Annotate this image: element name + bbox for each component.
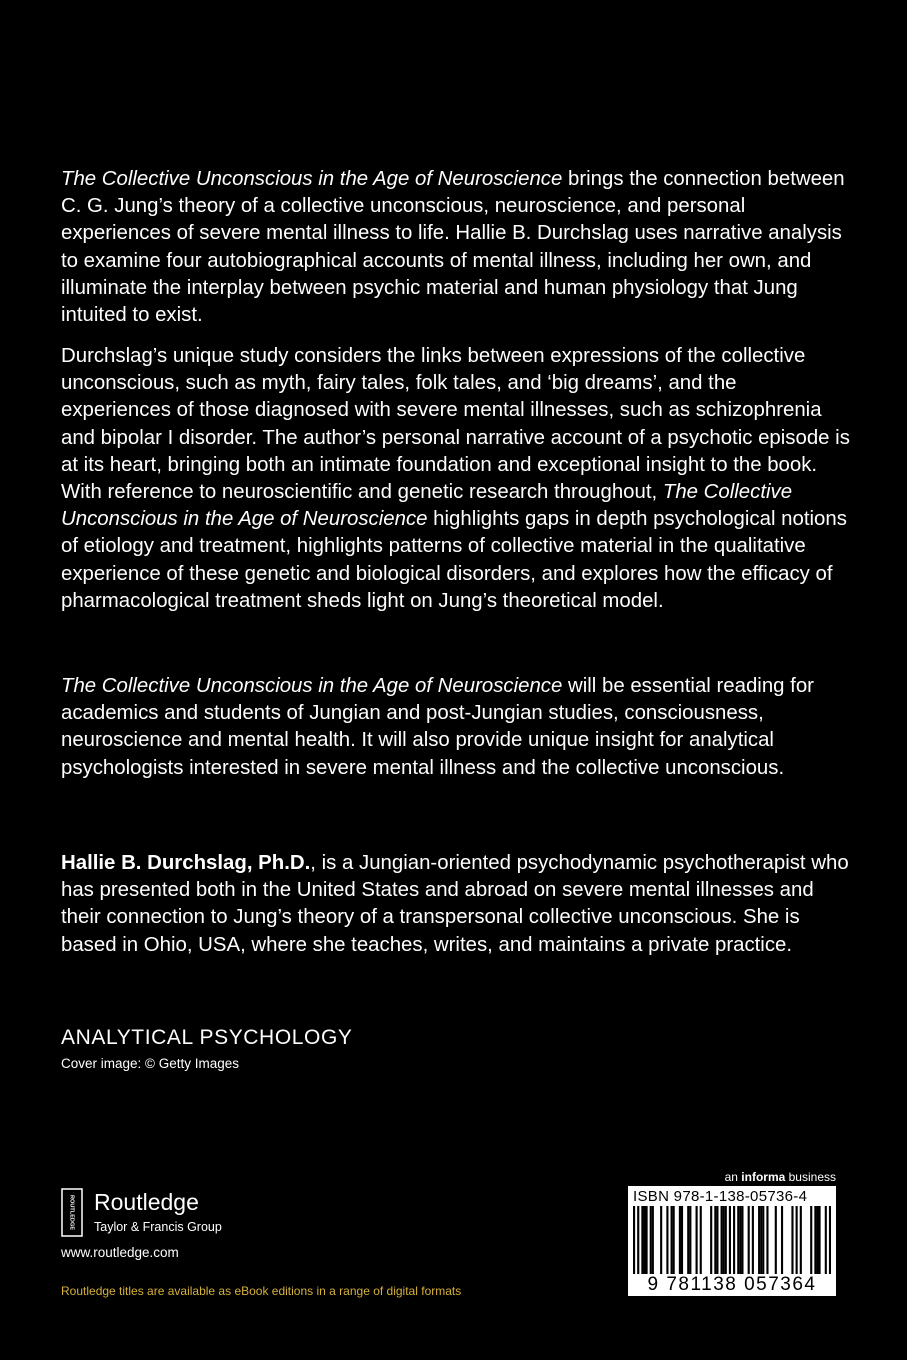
barcode-bar [758,1206,760,1274]
book-title-italic: The Collective Unconscious in the Age of Neuroscience [61,481,793,531]
paragraph-text: Durchslag’s unique study considers the links between expressions of the collective unconscious, such as myth, fairy tales, folk tales, and ‘big dreams’, and the experiences of those diagnosed with severe mental illnesses, such as schizophrenia and bipolar I disorder. The author’s personal narrative account of a psychotic episode is at its heart, bringing both an intimate foundation and exceptional insight to the book. With reference to neuroscientific and genetic research throughout, [61,345,850,504]
barcode-bar [716,1206,718,1274]
barcode-bar [791,1206,793,1274]
barcode-bar [681,1206,683,1274]
description-paragraph-2 [61,343,851,615]
barcode-bar [689,1206,691,1274]
barcode-bar [752,1206,754,1274]
barcode-bar [641,1206,643,1274]
routledge-logo-icon [61,1188,83,1237]
barcode-bar [633,1206,635,1274]
barcode-bar [816,1206,818,1274]
paragraph-text: highlights gaps in depth psychological notions of etiology and treatment, highlights patterns of collective material in the qualitative experience of these genetic and biological disorders, and explores how the efficacy of pharmacological treatment sheds light on Jung’s theoretical model. [61,508,847,612]
barcode-bar [781,1206,783,1274]
barcode-bar [700,1206,702,1274]
barcode-bar [643,1206,645,1274]
barcode-bar [800,1206,802,1274]
book-title-italic: The Collective Unconscious in the Age of Neuroscience [61,675,563,697]
barcode-bar [741,1206,743,1274]
publisher-group: Taylor & Francis Group [94,1220,222,1234]
barcode-bar [721,1206,723,1274]
barcode-bar [671,1206,673,1274]
barcode-bar [796,1206,798,1274]
barcode-bar [733,1206,735,1274]
logo-text: ROUTLEDGE [68,1194,75,1231]
publisher-website: www.routledge.com [61,1245,179,1260]
publisher-name: Routledge [94,1189,199,1215]
barcode-digits: 9 781138 057364 [647,1274,817,1295]
barcode-bar [679,1206,681,1274]
author-bio-text: , is a Jungian-oriented psychodynamic psychotherapist who has presented both in the United States and abroad on severe mental illnesses and their connection to Jung’s theory of a transpersonal collective unconscious. She is based in Ohio, USA, where she teaches, writes, and maintains a private practice. [61,852,849,956]
description-paragraph-3 [61,673,851,782]
barcode-bar [725,1206,727,1274]
barcode-bar [829,1206,831,1274]
barcode-bar [760,1206,762,1274]
barcode-bar [766,1206,768,1274]
barcode-bar [646,1206,648,1274]
barcode-bar [673,1206,675,1274]
author-name: Hallie B. Durchslag, Ph.D. [61,852,311,874]
ebook-note: Routledge titles are available as eBook editions in a range of digital formats [61,1284,462,1298]
barcode-bar [650,1206,652,1274]
barcode-bar [818,1206,820,1274]
barcode-bar [710,1206,712,1274]
cover-credit: Cover image: © Getty Images [61,1056,240,1071]
barcode-bar [652,1206,654,1274]
description-paragraph-1 [61,166,851,329]
barcode-bar [714,1206,716,1274]
informa-business-label: an informa business [724,1170,836,1184]
paragraph-text: brings the connection between C. G. Jung’s theory of a collective unconscious, neuroscience, and personal experiences of severe mental illness to life. Hallie B. Durchslag uses narrative analysis to examine four autobiographical accounts of mental illness, including her own, and illuminate the interplay between psychic material and human physiology that Jung intuited to exist. [61,168,845,327]
barcode-bar [825,1206,827,1274]
author-bio [61,850,851,959]
barcode [633,1206,831,1274]
barcode-bar [737,1206,739,1274]
barcode-bar [687,1206,689,1274]
barcode-bar [775,1206,777,1274]
barcode-bar [723,1206,725,1274]
barcode-bar [666,1206,668,1274]
isbn-label: ISBN 978-1-138-05736-4 [633,1188,808,1205]
barcode-panel [628,1186,836,1296]
book-title-italic: The Collective Unconscious in the Age of Neuroscience [61,168,563,190]
barcode-bar [762,1206,764,1274]
barcode-bar [810,1206,812,1274]
informa-brand: informa [741,1170,786,1184]
barcode-bar [814,1206,816,1274]
paragraph-text: will be essential reading for academics and students of Jungian and post-Jungian studies, consciousness, neuroscience and mental health. It will also provide unique insight for analytical psychologists interested in severe mental illness and the collective unconscious. [61,675,814,779]
barcode-bar [696,1206,698,1274]
barcode-bar [739,1206,741,1274]
barcode-bar [729,1206,731,1274]
barcode-bar [660,1206,662,1274]
barcode-bar [637,1206,639,1274]
subject-category: ANALYTICAL PSYCHOLOGY [61,1026,353,1049]
barcode-bar [748,1206,750,1274]
